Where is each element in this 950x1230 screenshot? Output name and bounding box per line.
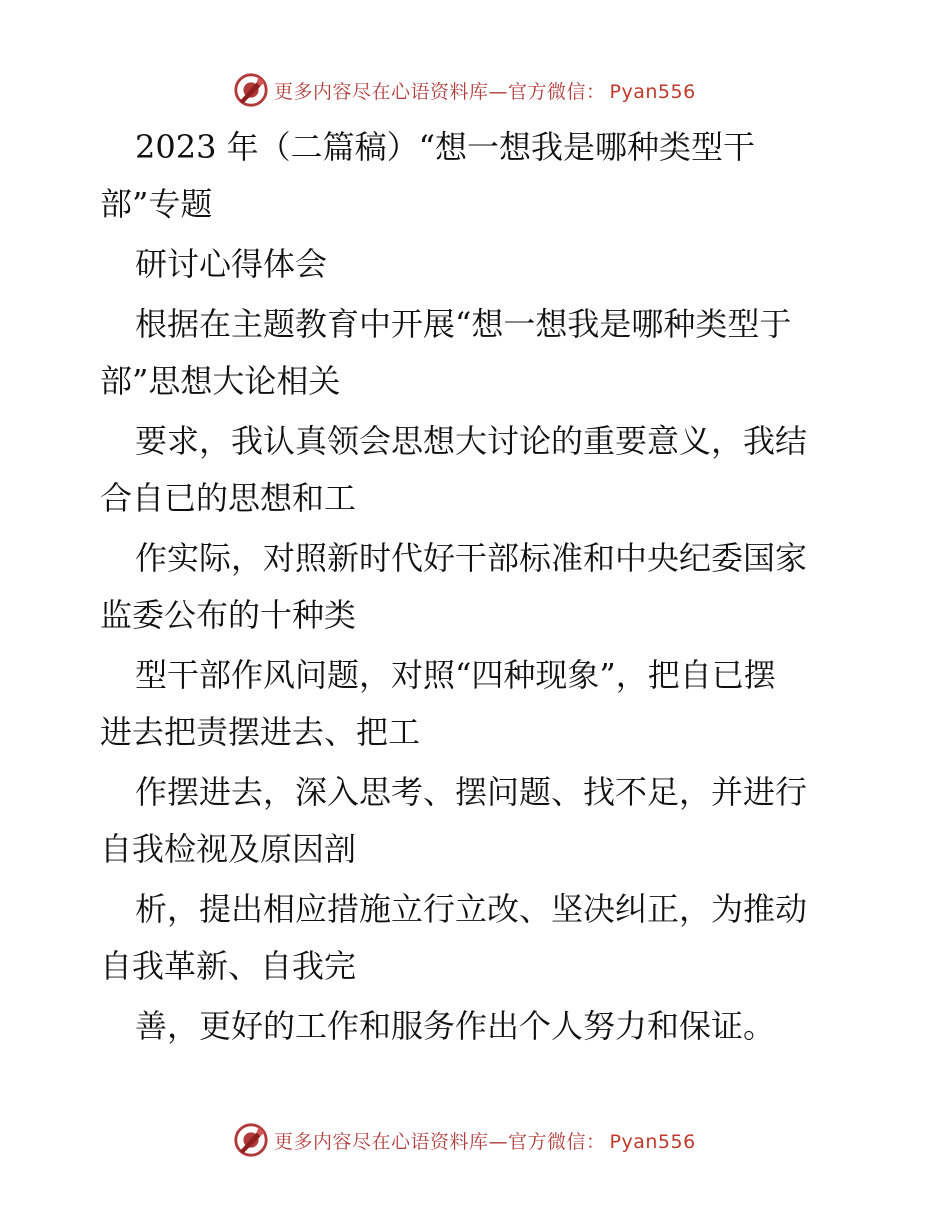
watermark-text: 更多内容尽在心语资料库—官方微信： Pyan556 <box>274 1130 696 1153</box>
body-line: 自我检视及原因剖 <box>100 830 357 868</box>
pen-nib-logo-icon <box>232 1121 270 1159</box>
body-line: 自我革新、自我完 <box>100 947 357 985</box>
subtitle-line: 研讨心得体会 <box>135 245 328 283</box>
body-line: 合自已的思想和工 <box>100 479 357 517</box>
wechat-id: Pyan556 <box>609 80 696 103</box>
header-watermark <box>232 70 696 110</box>
body-line: 部”思想大论相关 <box>100 362 341 400</box>
body-line: 进去把责摆进去、把工 <box>100 713 421 751</box>
wechat-id: Pyan556 <box>609 1130 696 1153</box>
body-line: 善，更好的工作和服务作出个人努力和保证。 <box>135 1007 776 1045</box>
footer-watermark <box>232 1120 696 1160</box>
body-line: 作摆进去，深入思考、摆问题、找不足，并进行 <box>135 773 808 811</box>
title-line-1: 2023 年（二篇稿）“想一想我是哪种类型干 <box>135 128 755 166</box>
pen-nib-logo-icon <box>232 71 270 109</box>
title-line-2: 部”专题 <box>100 185 213 223</box>
body-line: 监委公布的十种类 <box>100 596 357 634</box>
watermark-text: 更多内容尽在心语资料库—官方微信： Pyan556 <box>274 80 696 103</box>
body-line: 作实际，对照新时代好干部标准和中央纪委国家 <box>135 539 808 577</box>
body-line: 型干部作风问题，对照“四种现象”，把自已摆 <box>135 656 776 694</box>
body-line: 要求，我认真领会思想大讨论的重要意义，我结 <box>135 422 808 460</box>
body-line: 根据在主题教育中开展“想一想我是哪种类型于 <box>135 305 792 343</box>
body-line: 析，提出相应措施立行立改、坚决纠正，为推动 <box>135 890 808 928</box>
